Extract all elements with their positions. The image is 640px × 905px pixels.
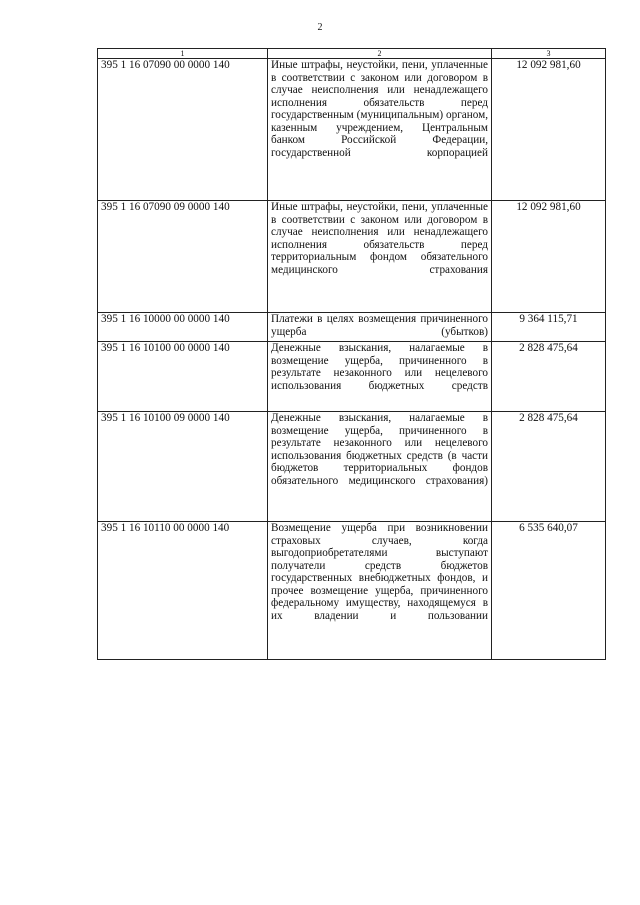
table-row [98, 342, 606, 412]
budget-revenue-table [97, 48, 606, 660]
column-header-2: 2 [268, 49, 492, 59]
description: Иные штрафы, неустойки, пени, уплаченные в соответствии с законом или договором в случае неисполнения или ненадлежащего исполнения обязательств перед территориальным фондом обязательного медицинского страхования [268, 201, 492, 313]
table-row [98, 522, 606, 660]
amount: 12 092 981,60 [492, 59, 606, 201]
amount: 2 828 475,64 [492, 342, 606, 412]
amount: 9 364 115,71 [492, 313, 606, 342]
description: Иные штрафы, неустойки, пени, уплаченные в соответствии с законом или договором в случае неисполнения или ненадлежащего исполнения обязательств перед государственным (муниципальным) органом, казенным учреждением, Центральным банком Российской Федерации, государственной корпорацией [268, 59, 492, 201]
budget-code: 395 1 16 10100 00 0000 140 [98, 342, 268, 412]
table-row [98, 201, 606, 313]
table-row [98, 313, 606, 342]
budget-code: 395 1 16 10110 00 0000 140 [98, 522, 268, 660]
table-row [98, 412, 606, 522]
amount: 12 092 981,60 [492, 201, 606, 313]
amount: 6 535 640,07 [492, 522, 606, 660]
description: Денежные взыскания, налагаемые в возмещение ущерба, причиненного в результате незаконного или нецелевого использования бюджетных средств (в части бюджетов территориальных фондов обязательного медицинского страхования) [268, 412, 492, 522]
description: Денежные взыскания, налагаемые в возмещение ущерба, причиненного в результате незаконного или нецелевого использования бюджетных средств [268, 342, 492, 412]
amount: 2 828 475,64 [492, 412, 606, 522]
table-row [98, 59, 606, 201]
description: Возмещение ущерба при возникновении страховых случаев, когда выгодоприобретателями выступают получатели средств бюджетов государственных внебюджетных фондов, и прочее возмещение ущерба, причиненного федеральному имуществу, находящемуся в их владении и пользовании [268, 522, 492, 660]
budget-code: 395 1 16 10100 09 0000 140 [98, 412, 268, 522]
table-header-row [98, 49, 606, 59]
budget-code: 395 1 16 10000 00 0000 140 [98, 313, 268, 342]
page-number: 2 [317, 22, 323, 33]
budget-code: 395 1 16 07090 09 0000 140 [98, 201, 268, 313]
budget-code: 395 1 16 07090 00 0000 140 [98, 59, 268, 201]
column-header-1: 1 [98, 49, 268, 59]
description: Платежи в целях возмещения причиненного ущерба (убытков) [268, 313, 492, 342]
column-header-3: 3 [492, 49, 606, 59]
